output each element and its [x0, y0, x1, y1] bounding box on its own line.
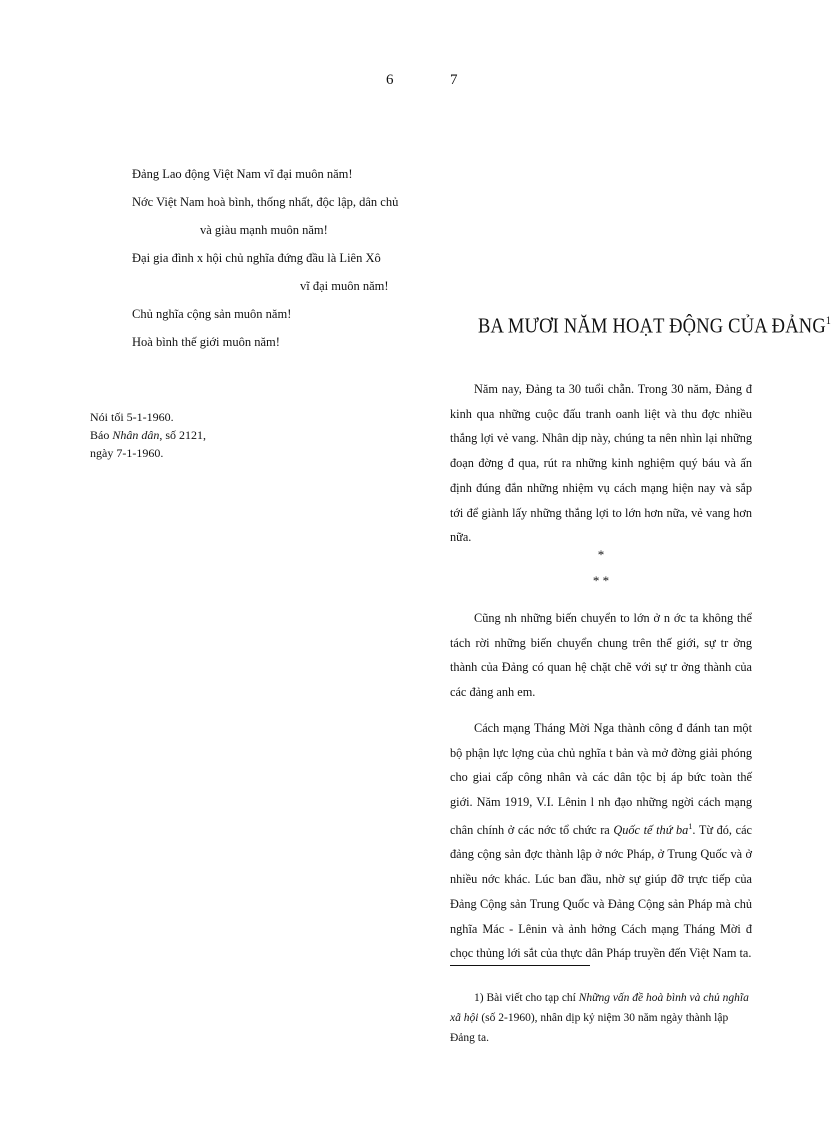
intro-paragraph-block — [450, 377, 752, 550]
slogan-line: Hoà bình thế giới muôn năm! — [132, 335, 280, 349]
source-note — [90, 408, 206, 462]
title-footnote-marker: 1 — [825, 315, 831, 328]
stars-bottom: * * — [592, 573, 610, 588]
source-note-line — [90, 426, 206, 444]
footnote-prefix: 1) Bài viết cho tạp chí — [474, 992, 579, 1004]
body-text-span: . Từ đó, các đảng cộng sản đợc thành lập ở nớc Pháp, ở Trung Quốc và ở nhiều nớc khác. Lúc ban đầu, nhờ sự giúp đỡ trực tiếp của Đảng Cộng sản Trung Quốc và Đảng Cộng sản Pháp mà chủ nghĩa Mác - Lênin và ảnh hởng Cách mạng Tháng Mời đ chọc thủng lới sắt của thực dân Pháp truyền đến Việt Nam ta. — [450, 822, 752, 961]
footnote-suffix: (số 2-1960), nhân dịp kỷ niệm 30 năm ngày thành lập Đảng ta. — [450, 1012, 729, 1044]
footnote — [450, 988, 752, 1048]
stars-top: * — [597, 547, 605, 562]
body-text — [450, 606, 752, 966]
slogan-line: Đại gia đình x hội chủ nghĩa đứng đầu là Liên Xô — [132, 251, 381, 265]
body-text-span: Cách mạng Tháng Mời Nga thành công đ đánh tan một bộ phận lực lợng của chủ nghĩa t bản và mở đờng giải phóng cho giai cấp công nhân và các dân tộc bị áp bức toàn thế giới. Năm 1919, V.I. Lênin l nh đạo những ngời cách mạng chân chính ở các nớc tổ chức ra — [450, 720, 752, 837]
page-number-left: 6 — [386, 72, 394, 88]
slogan-line: Nớc Việt Nam hoà bình, thống nhất, độc lập, dân chủ — [132, 195, 399, 209]
newspaper-name: Nhân dân — [112, 428, 160, 442]
section-divider-stars — [450, 542, 752, 594]
body-paragraph: Cũng nh những biến chuyển to lớn ở n ớc ta không thể tách rời những biến chuyển chung trên thế giới, sự tr ởng thành của Đảng có quan hệ chặt chẽ với sự tr ởng thành của các đảng anh em. — [450, 611, 752, 700]
page-number-right: 7 — [450, 72, 458, 88]
slogan-line: Đảng Lao động Việt Nam vĩ đại muôn năm! — [132, 167, 353, 181]
source-note-line: ngày 7-1-1960. — [90, 446, 164, 460]
slogan-line: và giàu mạnh muôn năm! — [200, 223, 328, 237]
intro-paragraph: Năm nay, Đảng ta 30 tuổi chẵn. Trong 30 năm, Đảng đ kinh qua những cuộc đấu tranh oanh liệt và thu đợc nhiều thắng lợi vẻ vang. Nhân dịp này, chúng ta nên nhìn lại những đoạn đờng đ qua, rút ra những kinh nghiệm quý báu và ấn định đúng đắn những nhiệm vụ cách mạng hiện nay và sắp tới để giành lấy những thắng lợi to lớn hơn nữa, vẻ vang hơn nữa. — [450, 382, 752, 545]
source-note-line: Nói tối 5-1-1960. — [90, 410, 174, 424]
article-title — [478, 315, 831, 339]
slogan-line: vĩ đại muôn năm! — [300, 279, 389, 293]
journal-name: Những vấn đề hoà bình và chủ nghĩa xã hội — [450, 992, 749, 1024]
international-name: Quốc tế thứ ba — [613, 822, 689, 837]
note-prefix: Báo — [90, 428, 113, 442]
article-title-text: BA MƯƠI NĂM HOẠT ĐỘNG CỦA ĐẢNG — [478, 315, 826, 339]
footnote-marker: 1 — [688, 821, 693, 831]
body-paragraph — [450, 716, 752, 966]
footnote-divider — [450, 965, 590, 966]
slogan-line: Chủ nghĩa cộng sản muôn năm! — [132, 307, 292, 321]
slogan-list — [90, 160, 399, 356]
note-suffix: , số 2121, — [159, 428, 207, 442]
